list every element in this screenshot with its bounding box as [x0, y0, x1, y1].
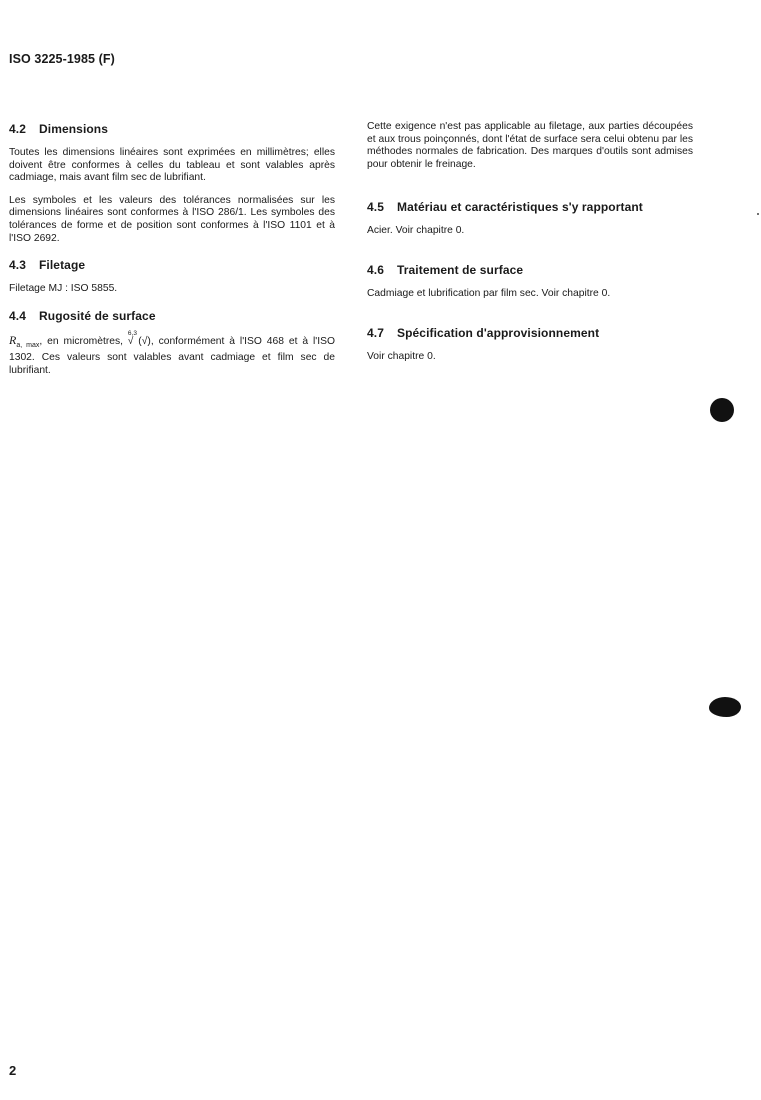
roughness-subscript: a, max [16, 341, 40, 349]
section-paragraph: Cette exigence n'est pas applicable au filetage, aux parties découpées et aux trous poinçonnés, dont l'état de surface sera celui obtenu par les méthodes normales de fabrication. Des marques d'outils sont admises pour obtenir le freinage. [367, 121, 693, 170]
roughness-check-icon [127, 329, 137, 349]
document-header: ISO 3225-1985 (F) [9, 52, 115, 66]
section-number: 4.7 [367, 325, 384, 340]
section-paragraph: Toutes les dimensions linéaires sont exprimées en millimètres; elles doivent être conformes à celles du tableau et sont valables après cadmiage, mais avant film sec de lubrifiant. [9, 147, 335, 184]
section-heading [367, 199, 693, 215]
section-title: Matériau et caractéristiques s'y rapportant [397, 200, 643, 215]
section-title: Filetage [39, 258, 86, 273]
section-heading [9, 121, 335, 137]
section-number: 4.5 [367, 200, 384, 215]
section-paragraph: Voir chapitre 0. [367, 350, 436, 362]
punch-hole-mark [709, 697, 741, 717]
roughness-value: 6,3 [127, 329, 137, 337]
section-4-5 [367, 199, 693, 238]
roughness-text: , en micromètres, [39, 335, 128, 347]
section-title: Dimensions [39, 122, 109, 136]
section-number: 4.6 [367, 262, 384, 277]
punch-hole-mark [710, 398, 734, 422]
section-heading [9, 257, 335, 273]
roughness-glyph: √ [127, 335, 134, 347]
section-4-4-continued [367, 121, 693, 171]
section-heading [367, 325, 693, 341]
roughness-symbol: R [9, 332, 17, 347]
section-4-7 [367, 325, 693, 364]
section-4-4 [9, 308, 335, 378]
roughness-paren: (√), [133, 335, 159, 347]
section-title: Rugosité de surface [39, 308, 156, 323]
section-heading [9, 308, 335, 324]
section-paragraph: Acier. Voir chapitre 0. [367, 225, 465, 237]
section-paragraph [9, 329, 335, 378]
section-paragraph: Filetage MJ : ISO 5855. [9, 283, 118, 295]
roughness-rest: conformément à l'ISO 468 et à l'ISO 1302. Ces valeurs sont valables avant cadmiage et film sec de lubrifiant. [9, 335, 335, 376]
section-title: Spécification d'approvisionnement [397, 325, 600, 340]
section-4-3 [9, 257, 335, 296]
scan-speck [757, 213, 759, 215]
right-column [367, 121, 693, 363]
left-column [9, 121, 335, 378]
section-4-2 [9, 121, 335, 245]
section-number: 4.2 [9, 122, 26, 136]
section-number: 4.4 [9, 308, 26, 323]
section-paragraph: Cadmiage et lubrification par film sec. Voir chapitre 0. [367, 287, 611, 299]
page-number: 2 [9, 1063, 17, 1078]
section-paragraph: Les symboles et les valeurs des tolérances normalisées sur les dimensions linéaires sont conformes à l'ISO 286/1. Les symboles des tolérances de forme et de position sont conformes à l'ISO 1101 et à l'ISO 2692. [9, 194, 335, 244]
section-title: Traitement de surface [397, 262, 524, 277]
section-4-6 [367, 262, 693, 301]
section-number: 4.3 [9, 258, 26, 273]
section-heading [367, 262, 693, 278]
